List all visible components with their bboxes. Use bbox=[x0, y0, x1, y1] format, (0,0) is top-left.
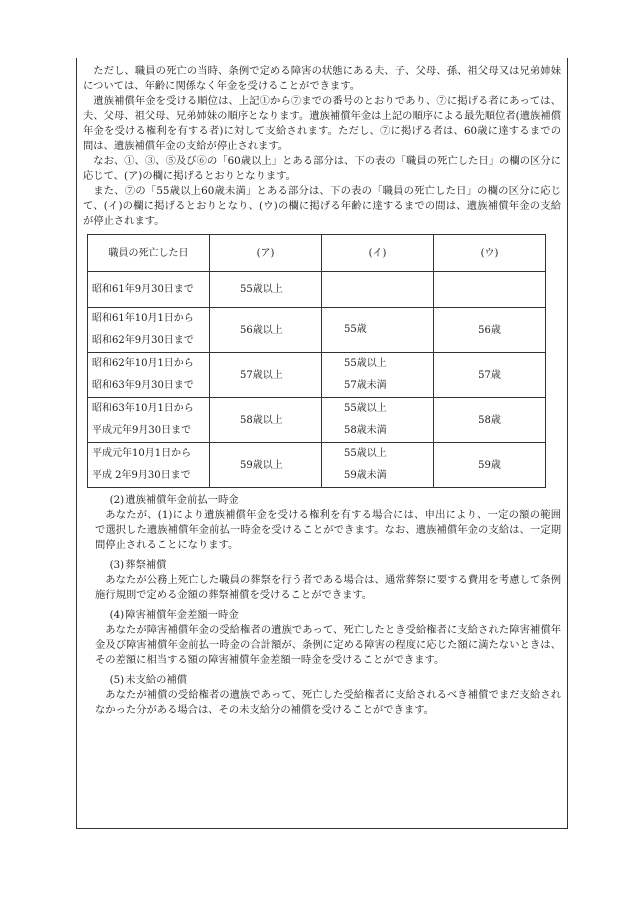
cell-u bbox=[434, 272, 546, 308]
section-title: 未支給の補償 bbox=[125, 674, 188, 686]
table-row bbox=[88, 308, 546, 353]
table-row bbox=[88, 272, 546, 308]
date-line: 平成元年9月30日まで bbox=[92, 425, 192, 436]
section-body: あなたが障害補償年金の受給権者の遺族であって、死亡したとき受給権者に支給された障害補償年金及び障害補償年金前払一時金の合計額が、条例に定める障害の程度に応じた額に満たないときは、その差額に相当する額の障害補償年金差額一時金を受けることができます。 bbox=[95, 624, 561, 666]
section-number: (4) bbox=[109, 609, 125, 621]
cell-i bbox=[322, 398, 434, 443]
date-line: 昭和62年9月30日まで bbox=[92, 335, 194, 346]
cell-u: 59歳 bbox=[434, 443, 546, 488]
cell-a: 56歳以上 bbox=[210, 308, 322, 353]
section-number: (3) bbox=[109, 559, 125, 571]
cell-a: 55歳以上 bbox=[210, 272, 322, 308]
document-content bbox=[83, 64, 561, 718]
cell-i bbox=[322, 272, 434, 308]
intro-paragraph-4: また、⑦の「55歳以上60歳未満」とある部分は、下の表の「職員の死亡した日」の欄の区分に応じて、(イ)の欄に掲げるとおりとなり、(ウ)の欄に掲げる年齢に達するまでの間は、遺族補償年金の支給が停止されます。 bbox=[83, 185, 561, 227]
age-line: 55歳以上 bbox=[344, 358, 387, 369]
section-body: あなたが公務上死亡した職員の葬祭を行う者である場合は、通常葬祭に要する費用を考慮して条例施行規則で定める金額の葬祭補償を受けることができます。 bbox=[95, 574, 561, 601]
date-line: 昭和61年10月1日から bbox=[92, 313, 194, 324]
cell-a: 59歳以上 bbox=[210, 443, 322, 488]
cell-date bbox=[88, 443, 210, 488]
section-body: あなたが補償の受給権者の遺族であって、死亡した受給権者に支給されるべき補償でまだ支給されなかった分がある場合は、その未支給分の補償を受けることができます。 bbox=[95, 689, 561, 716]
cell-u: 56歳 bbox=[434, 308, 546, 353]
date-line: 昭和63年9月30日まで bbox=[92, 380, 194, 391]
cell-date bbox=[88, 308, 210, 353]
section-body: あなたが、(1)により遺族補償年金を受ける権利を有する場合には、申出により、一定の額の範囲で選択した遺族補償年金前払一時金を受けることができます。なお、遺族補償年金の支給は、一定期間停止されることになります。 bbox=[95, 509, 561, 551]
section-heading bbox=[83, 558, 561, 573]
table-row bbox=[88, 443, 546, 488]
section-title: 遺族補償年金前払一時金 bbox=[125, 494, 239, 506]
age-line: 59歳未満 bbox=[344, 470, 387, 481]
cell-i bbox=[322, 353, 434, 398]
table-row bbox=[88, 353, 546, 398]
age-line: 57歳未満 bbox=[344, 380, 387, 391]
date-line: 平成 2年9月30日まで bbox=[92, 470, 191, 481]
section-title: 葬祭補償 bbox=[125, 559, 167, 571]
section-heading bbox=[83, 493, 561, 508]
age-line: 55歳 bbox=[344, 324, 367, 335]
intro-paragraph-1: ただし、職員の死亡の当時、条例で定める障害の状態にある夫、子、父母、孫、祖父母又は兄弟姉妹については、年齢に関係なく年金を受けることができます。 bbox=[83, 65, 561, 92]
section-title: 障害補償年金差額一時金 bbox=[125, 609, 239, 621]
cell-a: 57歳以上 bbox=[210, 353, 322, 398]
cell-i bbox=[322, 443, 434, 488]
section-number: (2) bbox=[109, 494, 125, 506]
cell-a: 58歳以上 bbox=[210, 398, 322, 443]
section-heading bbox=[83, 673, 561, 688]
intro-paragraph-2: 遺族補償年金を受ける順位は、上記①から⑦までの番号のとおりであり、⑦に掲げる者にあっては、夫、父母、祖父母、兄弟姉妹の順序となります。遺族補償年金は上記の順序による最先順位者(遺族補償年金を受ける権利を有する者)に対して支給されます。ただし、⑦に掲げる者は、60歳に達するまでの間は、遺族補償年金の支給が停止されます。 bbox=[83, 95, 561, 152]
section-number: (5) bbox=[109, 674, 125, 686]
table-row bbox=[88, 398, 546, 443]
table-header-i: (イ) bbox=[322, 235, 434, 272]
date-line: 昭和63年10月1日から bbox=[92, 403, 194, 414]
cell-date bbox=[88, 272, 210, 308]
age-line: 55歳以上 bbox=[344, 403, 387, 414]
cell-date bbox=[88, 353, 210, 398]
table-header-a: (ア) bbox=[210, 235, 322, 272]
date-line: 昭和61年9月30日まで bbox=[92, 283, 194, 295]
section-lump-sum-advance bbox=[83, 493, 561, 553]
table-header-date: 職員の死亡した日 bbox=[88, 235, 210, 272]
section-disability-difference bbox=[83, 608, 561, 668]
section-funeral bbox=[83, 558, 561, 603]
age-line: 55歳以上 bbox=[344, 448, 387, 459]
cell-date bbox=[88, 398, 210, 443]
intro-paragraph-3: なお、①、③、⑤及び⑥の「60歳以上」とある部分は、下の表の「職員の死亡した日」の欄の区分に応じて、(ア)の欄に掲げるとおりとなります。 bbox=[83, 155, 561, 182]
section-unpaid bbox=[83, 673, 561, 718]
cell-u: 58歳 bbox=[434, 398, 546, 443]
cell-i bbox=[322, 308, 434, 353]
table-header-u: (ウ) bbox=[434, 235, 546, 272]
section-heading bbox=[83, 608, 561, 623]
cell-u: 57歳 bbox=[434, 353, 546, 398]
date-line: 平成元年10月1日から bbox=[92, 448, 192, 459]
date-line: 昭和62年10月1日から bbox=[92, 358, 194, 369]
age-line: 58歳未満 bbox=[344, 425, 387, 436]
age-table bbox=[87, 234, 546, 488]
